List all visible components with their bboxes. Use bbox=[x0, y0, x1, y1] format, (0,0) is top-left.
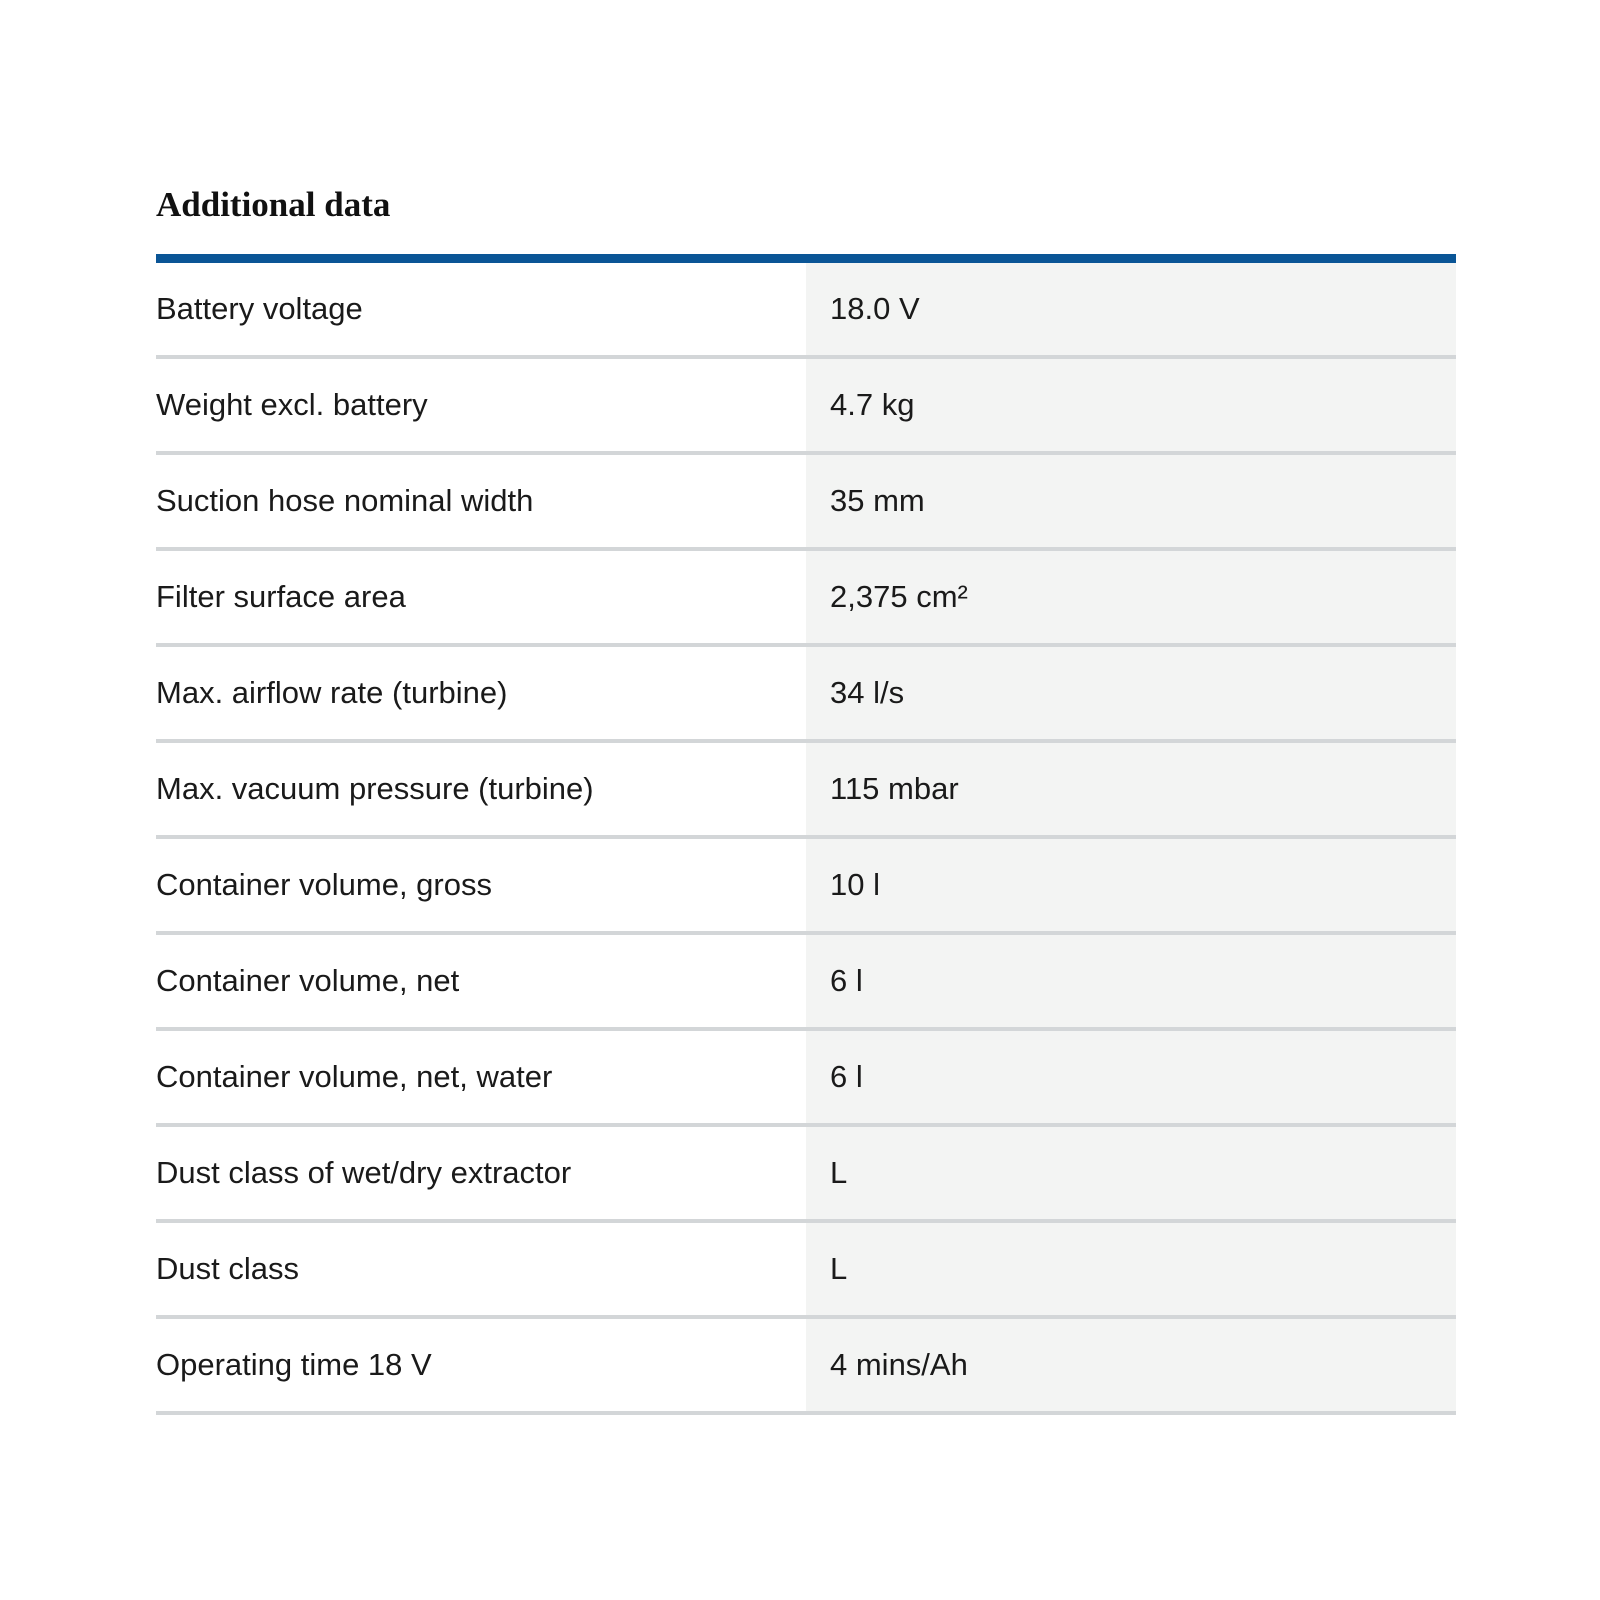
spec-value: 4.7 kg bbox=[806, 357, 1456, 453]
spec-label: Container volume, net, water bbox=[156, 1029, 806, 1125]
spec-value: L bbox=[806, 1221, 1456, 1317]
spec-label: Dust class of wet/dry extractor bbox=[156, 1125, 806, 1221]
section-accent-rule bbox=[156, 254, 1456, 263]
table-row bbox=[156, 645, 1456, 741]
spec-label: Suction hose nominal width bbox=[156, 453, 806, 549]
spec-value: 115 mbar bbox=[806, 741, 1456, 837]
spec-label: Max. vacuum pressure (turbine) bbox=[156, 741, 806, 837]
spec-label: Weight excl. battery bbox=[156, 357, 806, 453]
table-row bbox=[156, 1221, 1456, 1317]
spec-value: 2,375 cm² bbox=[806, 549, 1456, 645]
additional-data-section bbox=[156, 185, 1456, 1415]
table-row bbox=[156, 1317, 1456, 1413]
spec-label: Dust class bbox=[156, 1221, 806, 1317]
table-row bbox=[156, 453, 1456, 549]
table-row bbox=[156, 549, 1456, 645]
table-row bbox=[156, 741, 1456, 837]
spec-value: 18.0 V bbox=[806, 263, 1456, 357]
table-row bbox=[156, 1125, 1456, 1221]
spec-label: Max. airflow rate (turbine) bbox=[156, 645, 806, 741]
table-row bbox=[156, 1029, 1456, 1125]
spec-value: 34 l/s bbox=[806, 645, 1456, 741]
spec-label: Battery voltage bbox=[156, 263, 806, 357]
section-title: Additional data bbox=[156, 185, 391, 224]
spec-label: Container volume, net bbox=[156, 933, 806, 1029]
spec-label: Filter surface area bbox=[156, 549, 806, 645]
table-row bbox=[156, 933, 1456, 1029]
spec-value: 6 l bbox=[806, 933, 1456, 1029]
table-row bbox=[156, 357, 1456, 453]
spec-table bbox=[156, 263, 1456, 1415]
spec-value: 6 l bbox=[806, 1029, 1456, 1125]
spec-value: L bbox=[806, 1125, 1456, 1221]
table-row bbox=[156, 263, 1456, 357]
spec-value: 10 l bbox=[806, 837, 1456, 933]
spec-label: Container volume, gross bbox=[156, 837, 806, 933]
table-row bbox=[156, 837, 1456, 933]
spec-label: Operating time 18 V bbox=[156, 1317, 806, 1413]
spec-value: 35 mm bbox=[806, 453, 1456, 549]
spec-value: 4 mins/Ah bbox=[806, 1317, 1456, 1413]
